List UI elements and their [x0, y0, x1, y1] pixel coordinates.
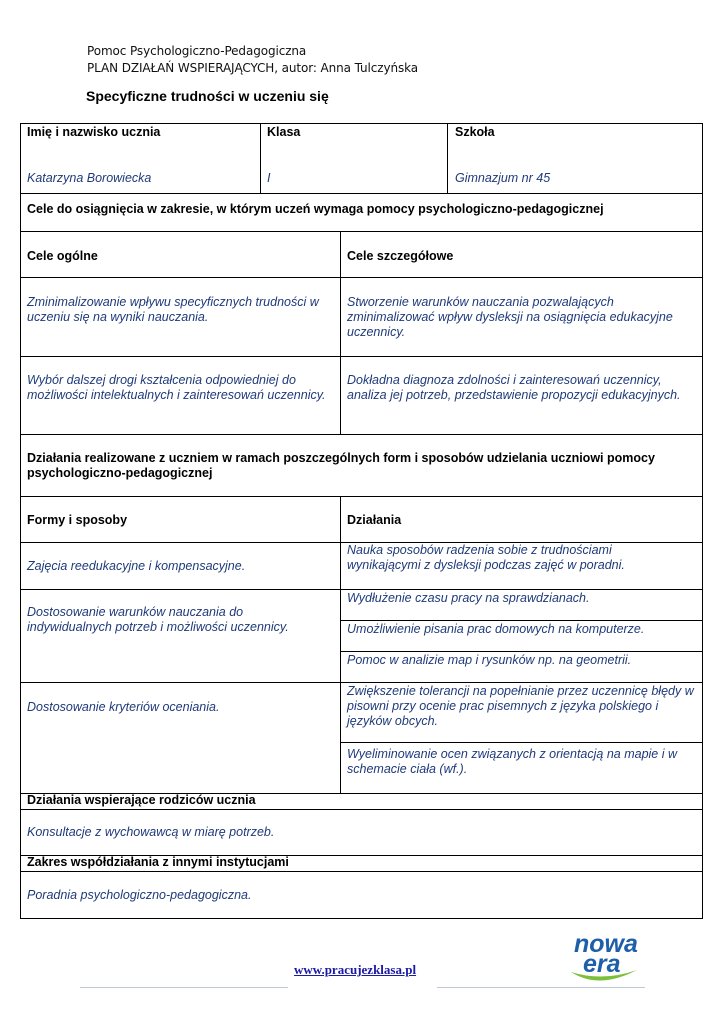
footer-divider-left: [80, 987, 288, 988]
student-school: Gimnazjum nr 45: [455, 171, 551, 185]
institutions-text: Poradnia psychologiczno-pedagogiczna.: [27, 888, 252, 902]
table-border: [340, 742, 703, 743]
specific-goal-1: Stworzenie warunków nauczania pozwalających zminimalizować wpływ dysleksji na osiągnięcia edukacyjne uczennicy.: [347, 295, 673, 339]
footer-website-link[interactable]: www.pracujezklasa.pl: [294, 962, 417, 977]
table-border: [20, 356, 703, 357]
action-item-6: Wyeliminowanie ocen związanych z orientacją na mapie i w schemacie ciała (wf.).: [347, 747, 678, 776]
header-line-1: Pomoc Psychologiczno-Pedagogiczna: [87, 44, 307, 58]
action-item-5: Zwiększenie tolerancji na popełnianie przez uczennicę błędy w pisowni przy ocenie prac pisemnych z języka polskiego i języków obcych.: [347, 684, 694, 728]
student-name: Katarzyna Borowiecka: [27, 171, 152, 185]
general-goal-2: Wybór dalszej drogi kształcenia odpowiedniej do możliwości intelektualnych i zainteresowań uczennicy.: [27, 373, 326, 402]
table-border: [20, 918, 703, 919]
table-border: [20, 193, 703, 194]
table-border: [20, 277, 703, 278]
table-border: [340, 496, 341, 793]
action-item-2: Wydłużenie czasu pracy na sprawdzianach.: [347, 591, 590, 605]
form-item-2: Dostosowanie warunków nauczania do indywidualnych potrzeb i możliwości uczennicy.: [27, 605, 289, 634]
action-item-1: Nauka sposobów radzenia sobie z trudnościami wynikającymi z dysleksji podczas zajęć w poradni.: [347, 543, 625, 572]
specific-goals-label: Cele szczegółowe: [347, 249, 454, 263]
form-item-3: Dostosowanie kryteriów oceniania.: [27, 700, 220, 714]
header-line-2: PLAN DZIAŁAŃ WSPIERAJĄCYCH, autor: Anna Tulczyńska: [87, 61, 419, 75]
table-border: [20, 871, 703, 872]
forms-label: Formy i sposoby: [27, 513, 128, 527]
general-goal-1: Zminimalizowanie wpływu specyficznych trudności w uczeniu się na wyniki nauczania.: [27, 295, 319, 324]
table-border: [20, 496, 703, 497]
table-border: [702, 123, 703, 919]
form-item-1: Zajęcia reedukacyjne i kompensacyjne.: [27, 559, 246, 573]
parents-text: Konsultacje z wychowawcą w miarę potrzeb.: [27, 825, 275, 839]
action-item-4: Pomoc w analizie map i rysunków np. na geometrii.: [347, 653, 632, 667]
table-border: [20, 809, 703, 810]
goals-section-title: Cele do osiągnięcia w zakresie, w którym uczeń wymaga pomocy psychologiczno-pedagogicznej: [27, 202, 604, 216]
table-border: [20, 123, 21, 919]
logo-bottom-text: era: [583, 950, 621, 978]
logo-top-text: nowa: [574, 930, 638, 958]
class-label: Klasa: [267, 125, 301, 139]
actions-section-title: Działania realizowane z uczniem w ramach poszczególnych form i sposobów udzielania uczniowi pomocy psychologiczno-pedagogicznej: [27, 451, 655, 480]
plan-table: [20, 123, 703, 919]
institutions-label: Zakres współdziałania z innymi instytucjami: [27, 855, 289, 869]
table-border: [20, 682, 703, 683]
table-border: [340, 231, 341, 434]
parents-label: Działania wspierające rodziców ucznia: [27, 793, 256, 807]
nowa-era-logo: [569, 928, 639, 986]
table-border: [340, 651, 703, 652]
table-border: [260, 123, 261, 193]
table-border: [447, 123, 448, 193]
school-label: Szkoła: [455, 125, 495, 139]
document-title: Specyficzne trudności w uczeniu się: [86, 88, 329, 104]
general-goals-label: Cele ogólne: [27, 249, 98, 263]
table-border: [20, 434, 703, 435]
student-name-label: Imię i nazwisko ucznia: [27, 125, 161, 139]
action-item-3: Umożliwienie pisania prac domowych na komputerze.: [347, 622, 645, 636]
actions-label: Działania: [347, 513, 402, 527]
student-class: I: [267, 171, 271, 185]
table-border: [20, 589, 703, 590]
specific-goal-2: Dokładna diagnoza zdolności i zainteresowań uczennicy, analiza jej potrzeb, przedstawienie propozycji edukacyjnych.: [347, 373, 681, 402]
table-border: [20, 123, 703, 124]
table-border: [340, 620, 703, 621]
table-border: [20, 231, 703, 232]
footer-divider-right: [437, 987, 645, 988]
